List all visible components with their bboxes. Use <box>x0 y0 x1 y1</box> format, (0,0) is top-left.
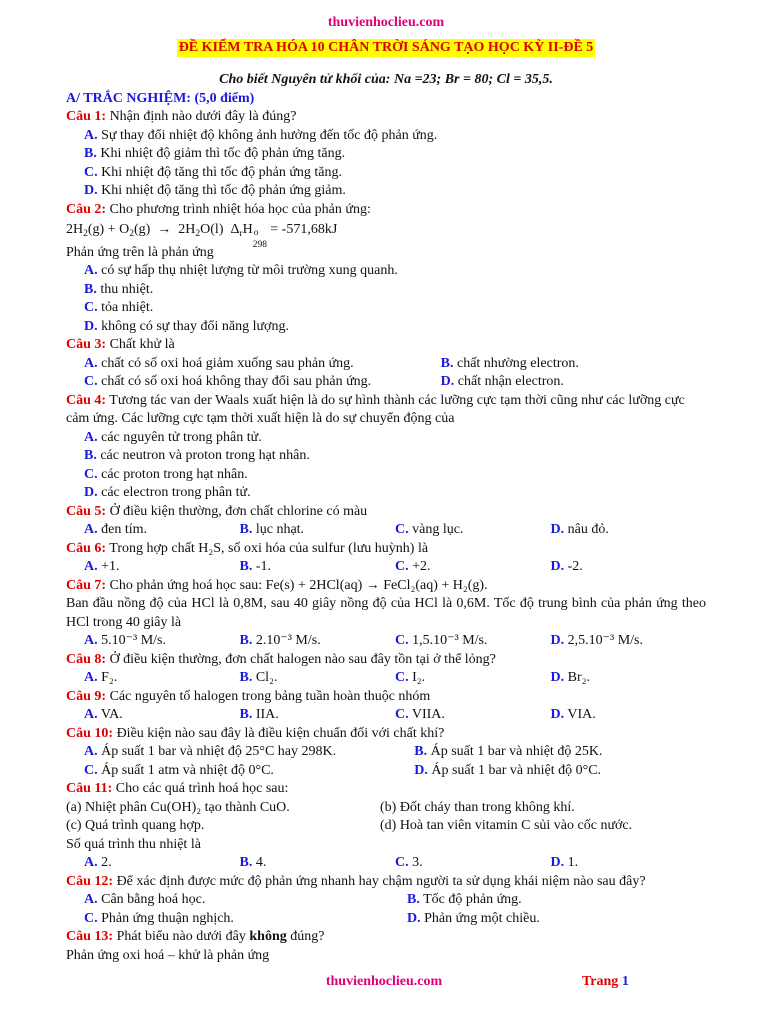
q1-option-c[interactable]: C. Khi nhiệt độ tăng thì tốc độ phản ứng tăng. <box>84 164 343 180</box>
q2-option-a[interactable]: A. có sự hấp thụ nhiệt lượng từ môi trường xung quanh. <box>84 263 398 278</box>
question-6: Câu 6: Trong hợp chất H₂S, số oxi hóa của sulfur (lưu huỳnh) là <box>66 540 429 556</box>
q11-options <box>66 854 706 873</box>
atomic-mass-note: Cho biết Nguyên tử khối của: Na =23; Br = 80; Cl = 35,5. <box>219 72 553 87</box>
q11-item-a: (a) Nhiệt phân Cu(OH)₂ tạo thành CuO. <box>66 799 290 815</box>
q2-option-c[interactable]: C. tỏa nhiệt. <box>84 300 154 315</box>
document-page <box>66 14 706 965</box>
q12-options-row-2 <box>66 910 706 929</box>
q11-option-c[interactable]: C. 3. <box>395 855 423 870</box>
question-8: Câu 8: Ở điều kiện thường, đơn chất halogen nào sau đây tồn tại ở thể lỏng? <box>66 651 496 667</box>
q2-option-b[interactable]: B. thu nhiệt. <box>84 281 154 297</box>
page-title: ĐỀ KIỂM TRA HÓA 10 CHÂN TRỜI SÁNG TẠO HỌC KỲ II-ĐỀ 5 <box>177 39 596 58</box>
q3-option-d[interactable]: D. chất nhận electron. <box>440 374 564 389</box>
q11-items-row-2 <box>66 817 706 836</box>
q3-option-c[interactable]: C. chất có số oxi hoá không thay đổi sau phản ứng. <box>84 374 372 389</box>
q10-option-a[interactable]: A. Áp suất 1 bar và nhiệt độ 25°C hay 298K. <box>84 744 337 759</box>
q9-option-d[interactable]: D. VIA. <box>550 707 596 722</box>
section-a-heading: A/ TRẮC NGHIỆM: (5,0 điểm) <box>66 90 255 106</box>
footer-site-link[interactable]: thuvienhoclieu.com <box>325 974 443 989</box>
q10-options-row-2 <box>66 762 706 781</box>
question-13: Câu 13: Phát biểu nào dưới đây không đúng? <box>66 929 325 944</box>
q5-option-a[interactable]: A. đen tím. <box>84 522 148 537</box>
question-4: Câu 4: Tương tác van der Waals xuất hiện là do sự hình thành các lưỡng cực tạm thời cũng như các lưỡng cực cảm ứng. Các lưỡng cực tạm thời xuất hiện là do sự chuyển động của <box>66 392 685 426</box>
q6-option-a[interactable]: A. +1. <box>84 559 120 574</box>
q12-option-a[interactable]: A. Cân bằng hoá học. <box>84 892 206 907</box>
q5-option-b[interactable]: B. lục nhạt. <box>239 522 305 537</box>
q9-option-c[interactable]: C. VIIA. <box>395 707 445 722</box>
q11-items-row-1 <box>66 799 706 818</box>
q2-option-d[interactable]: D. không có sự thay đổi năng lượng. <box>84 318 289 334</box>
q4-option-a[interactable]: A. các nguyên tử trong phân tử. <box>84 429 262 445</box>
q7-option-c[interactable]: C. 1,5.10⁻³ M/s. <box>395 633 488 648</box>
q6-option-c[interactable]: C. +2. <box>395 559 431 574</box>
q12-option-c[interactable]: C. Phản ứng thuận nghịch. <box>84 910 234 926</box>
q2-stem: Phản ứng trên là phản ứng <box>66 244 214 260</box>
q6-options <box>66 558 706 577</box>
question-1: Câu 1: Nhận định nào dưới đây là đúng? <box>66 109 297 124</box>
question-12: Câu 12: Để xác định được mức độ phản ứng nhanh hay chậm người ta sử dụng khái niệm nào sau đây? <box>66 873 646 889</box>
q13-stem: Phản ứng oxi hoá – khử là phản ứng <box>66 947 270 963</box>
q8-option-c[interactable]: C. I₂. <box>395 670 426 685</box>
q1-option-b[interactable]: B. Khi nhiệt độ giảm thì tốc độ phản ứng tăng. <box>84 146 346 161</box>
q3-options-row-2 <box>66 373 706 392</box>
q9-option-a[interactable]: A. VA. <box>84 707 123 722</box>
q12-option-b[interactable]: B. Tốc độ phản ứng. <box>407 892 522 907</box>
q10-option-b[interactable]: B. Áp suất 1 bar và nhiệt độ 25K. <box>414 744 603 759</box>
q9-option-b[interactable]: B. IIA. <box>239 707 279 722</box>
q3-option-b[interactable]: B. chất nhường electron. <box>440 355 579 371</box>
q1-option-d[interactable]: D. Khi nhiệt độ tăng thì tốc độ phản ứng giảm. <box>84 183 346 198</box>
q5-option-d[interactable]: D. nâu đỏ. <box>550 522 609 537</box>
question-5: Câu 5: Ở điều kiện thường, đơn chất chlorine có màu <box>66 503 368 519</box>
q11-option-a[interactable]: A. 2. <box>84 855 112 870</box>
question-9: Câu 9: Các nguyên tố halogen trong bảng tuần hoàn thuộc nhóm <box>66 688 431 704</box>
q10-option-c[interactable]: C. Áp suất 1 atm và nhiệt độ 0°C. <box>84 762 274 778</box>
q11-item-d: (d) Hoà tan viên vitamin C sủi vào cốc nước. <box>380 818 633 833</box>
q8-option-b[interactable]: B. Cl₂. <box>239 670 278 685</box>
q8-option-d[interactable]: D. Br₂. <box>550 670 591 685</box>
q7-stem: Ban đầu nồng độ của HCl là 0,8M, sau 40 giây nồng độ của HCl là 0,6M. Tốc độ trung bình của phản ứng theo HCl trong 40 giây là <box>66 596 706 630</box>
q4-option-b[interactable]: B. các neutron và proton trong hạt nhân. <box>84 448 310 463</box>
question-10: Câu 10: Điều kiện nào sau đây là điều kiện chuẩn đối với chất khí? <box>66 725 445 741</box>
q6-option-d[interactable]: D. -2. <box>550 559 583 574</box>
q4-option-c[interactable]: C. các proton trong hạt nhân. <box>84 466 248 482</box>
q10-options-row-1 <box>66 743 706 762</box>
q9-options <box>66 706 706 725</box>
q6-option-b[interactable]: B. -1. <box>239 559 272 574</box>
q7-option-a[interactable]: A. 5.10⁻³ M/s. <box>84 633 166 648</box>
q11-option-d[interactable]: D. 1. <box>550 855 579 870</box>
question-3: Câu 3: Chất khử là <box>66 337 175 352</box>
q7-options <box>66 632 706 651</box>
q3-option-a[interactable]: A. chất có số oxi hoá giảm xuống sau phản ứng. <box>84 355 354 371</box>
q8-options <box>66 669 706 688</box>
page-number: Trang 1 <box>582 974 629 989</box>
site-header[interactable]: thuvienhoclieu.com <box>327 15 445 30</box>
q5-options <box>66 521 706 540</box>
q11-item-c: (c) Quá trình quang hợp. <box>66 818 205 833</box>
q11-stem: Số quá trình thu nhiệt là <box>66 836 201 852</box>
q3-options-row-1 <box>66 355 706 374</box>
q1-option-a[interactable]: A. Sự thay đổi nhiệt độ không ảnh hưởng đến tốc độ phản ứng. <box>84 127 438 143</box>
q11-item-b: (b) Đốt cháy than trong không khí. <box>380 799 575 815</box>
question-7: Câu 7: Cho phản ứng hoá học sau: Fe(s) + 2HCl(aq) → FeCl₂(aq) + H₂(g). <box>66 577 488 593</box>
q11-option-b[interactable]: B. 4. <box>239 855 267 870</box>
question-11: Câu 11: Cho các quá trình hoá học sau: <box>66 781 289 796</box>
q8-option-a[interactable]: A. F₂. <box>84 670 118 685</box>
q12-option-d[interactable]: D. Phản ứng một chiều. <box>407 910 540 926</box>
question-2: Câu 2: Cho phương trình nhiệt hóa học của phản ứng: <box>66 201 371 217</box>
q4-option-d[interactable]: D. các electron trong phân tử. <box>84 485 251 500</box>
q5-option-c[interactable]: C. vàng lục. <box>395 522 464 537</box>
q10-option-d[interactable]: D. Áp suất 1 bar và nhiệt độ 0°C. <box>414 762 602 778</box>
q12-options-row-1 <box>66 891 706 910</box>
q7-option-d[interactable]: D. 2,5.10⁻³ M/s. <box>550 633 643 648</box>
thermochemical-equation: $2H_2(g) + O_2(g) \to 2H_2O(l)$ $\Delta_rH$ o 298 = -571,68kJ <box>66 222 338 250</box>
q7-option-b[interactable]: B. 2.10⁻³ M/s. <box>239 633 321 648</box>
